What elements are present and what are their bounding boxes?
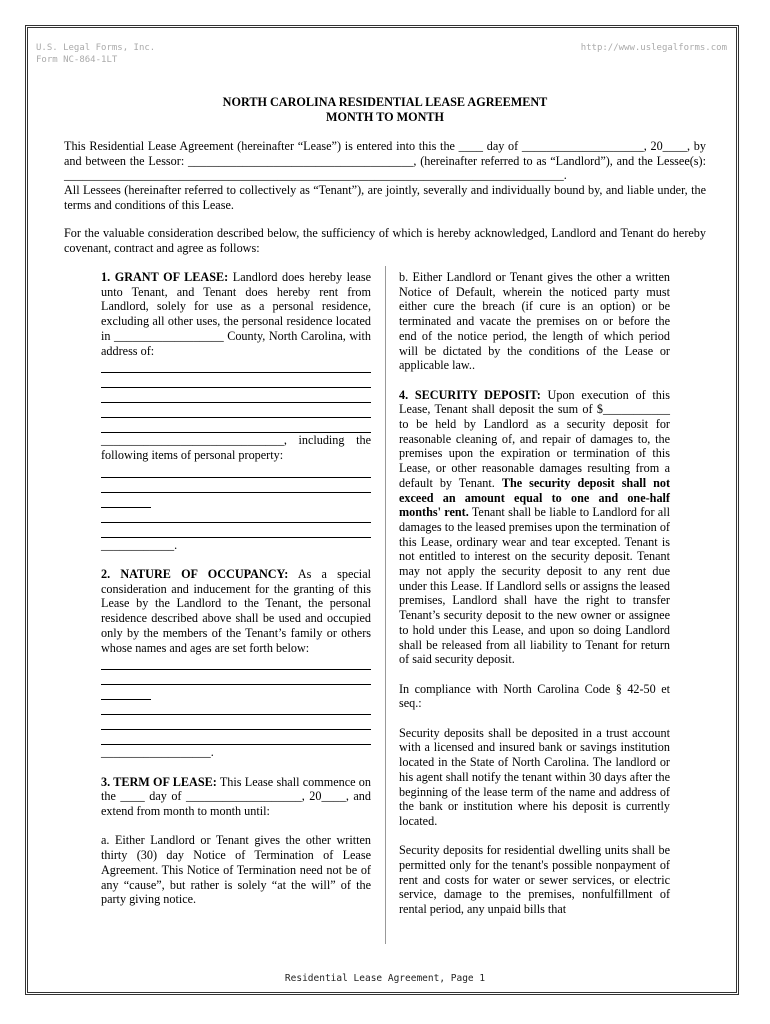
intro-paragraph: This Residential Lease Agreement (hereinafter “Lease”) is entered into this the ____ day of ____________________, 20____, by and between the Lessor: _____________________________________, (hereinafter referred to as “Landlord”), and the Lessee(s): __________________________________________________________________________________. <box>64 139 706 183</box>
section-2 <box>101 567 371 655</box>
personal-property-intro: ______________________________, including the following items of personal property: <box>101 433 371 462</box>
right-column <box>399 270 670 917</box>
property-line <box>101 478 371 493</box>
section-3a: a. Either Landlord or Tenant gives the other written thirty (30) day Notice of Termination of Lease Agreement. This Notice of Termination need not be of any “cause”, but rather is solely “at the will” of the party giving notice. <box>101 833 371 907</box>
address-line <box>101 388 371 403</box>
occupant-line <box>101 685 151 700</box>
section-1-heading: 1. GRANT OF LEASE: <box>101 270 229 284</box>
section-3-text: This Lease shall commence on the ____ day of ___________________, 20____, and extend from month to month until: <box>101 774 371 819</box>
occupant-line <box>101 730 371 745</box>
address-line <box>101 403 371 418</box>
consideration-paragraph: For the valuable consideration described below, the sufficiency of which is hereby acknowledged, Landlord and Tenant do hereby covenant, contract and agree as follows: <box>64 226 706 255</box>
document-title <box>60 95 710 124</box>
occupant-line <box>101 715 371 730</box>
property-list-end: ____________. <box>101 537 178 552</box>
title-line-1: NORTH CAROLINA RESIDENTIAL LEASE AGREEMENT <box>222 95 548 109</box>
section-4 <box>399 388 670 667</box>
occupant-line <box>101 670 371 685</box>
section-2-text: As a special consideration and inducement for the granting of this Lease by the Landlord to the Tenant, the personal residence described above shall be used and occupied only by the members of the Tenant’s family or others whose names and ages are set forth below: <box>101 567 371 655</box>
occupant-line <box>101 700 371 715</box>
property-line <box>101 493 151 508</box>
section-1-text: Landlord does hereby lease unto Tenant, and Tenant does hereby rent from Landlord, solely for use as a personal residence, excluding all other uses, the personal residence located in __________________ County, North Carolina, with address of: <box>101 270 372 358</box>
property-line <box>101 523 371 538</box>
column-divider <box>385 266 386 944</box>
section-4-heading: 4. SECURITY DEPOSIT: <box>399 387 541 402</box>
address-line <box>101 358 371 373</box>
form-number: Form NC-864-1LT <box>36 55 118 65</box>
left-column <box>101 270 371 907</box>
publisher-name: U.S. Legal Forms, Inc. <box>36 43 156 53</box>
section-3 <box>101 775 371 819</box>
section-1 <box>101 270 371 358</box>
property-line <box>101 508 371 523</box>
section-3b: b. Either Landlord or Tenant gives the other a written Notice of Default, wherein the noticed party must either cure the breach (if cure is an option) or be terminated and vacate the premises on or before the end of the notice period, the length of which period will be dictated by the conditions of the Lease or applicable law.. <box>399 270 670 373</box>
occupant-line <box>101 655 371 670</box>
section-4-text-cont: Tenant shall be liable to Landlord for all damages to the leased premises upon the termination of this Lease, ordinary wear and tear excepted. Tenant is not entitled to interest on the security deposit. Tenant may not apply the security deposit to any rent due under this Lease. If Landlord sells or assigns the leased premises, Landlord shall have the right to transfer Tenant’s security deposit to the new owner or assignee to hold under this Lease, and upon so doing Landlord shall be released from all liability to Tenant for return of said security deposit. <box>399 505 670 667</box>
address-line <box>101 418 371 433</box>
permitted-uses-paragraph: Security deposits for residential dwelling units shall be permitted only for the tenant's possible nonpayment of rent and costs for water or sewer services, or electric service, damage to the premises, nonfulfillment of rental period, any unpaid bills that <box>399 843 670 917</box>
publisher-url[interactable]: http://www.uslegalforms.com <box>580 43 727 53</box>
section-4-text: Upon execution of this Lease, Tenant shall deposit the sum of $___________ to be held by Landlord as a security deposit for reasonable cleaning of, and repair of damages to, the premises upon the expiration or termination of this Lease, or other reasonable damages resulting from a default by Tenant. <box>399 387 670 490</box>
page-footer: Residential Lease Agreement, Page 1 <box>284 973 486 984</box>
lessees-paragraph: All Lessees (hereinafter referred to collectively as “Tenant”), are jointly, severally and individually bound by, and liable under, the terms and conditions of this Lease. <box>64 183 706 212</box>
section-2-heading: 2. NATURE OF OCCUPANCY: <box>101 567 289 582</box>
title-line-2: MONTH TO MONTH <box>325 109 445 124</box>
occupant-list-end: __________________. <box>101 745 214 760</box>
publisher-header <box>36 42 155 66</box>
trust-account-paragraph: Security deposits shall be deposited in a trust account with a licensed and insured bank or savings institution located in the State of North Carolina. The landlord or his agent shall notify the tenant within 30 days after the beginning of the lease term of the name and address of the bank or institution where his deposit is currently located. <box>399 725 670 828</box>
compliance-paragraph: In compliance with North Carolina Code § 42-50 et seq.: <box>399 681 670 711</box>
property-line <box>101 463 371 478</box>
section-3-heading: 3. TERM OF LEASE: <box>101 774 217 789</box>
deposit-limit-text: The security deposit shall not exceed an amount equal to one and one-half months' rent. <box>399 475 671 520</box>
address-line <box>101 373 371 388</box>
intro-section <box>64 139 706 213</box>
